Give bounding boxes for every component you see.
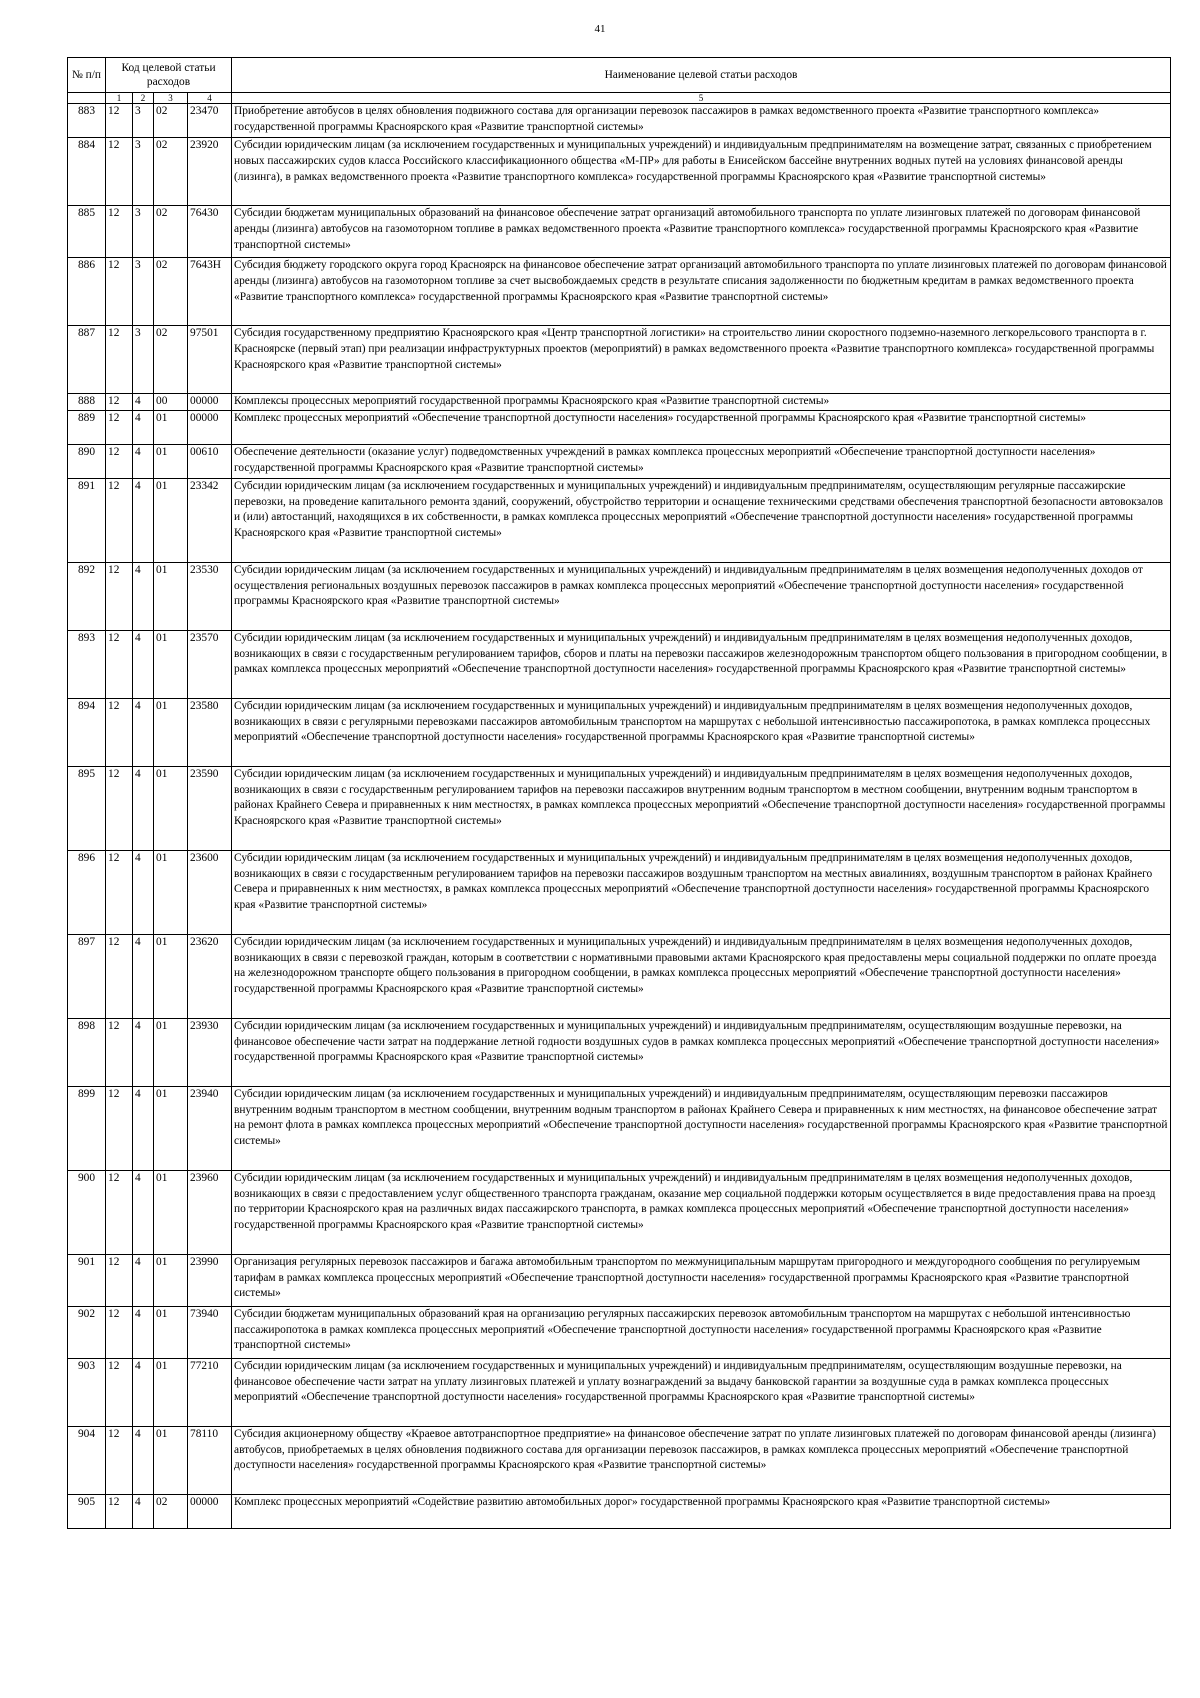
code-group: 01 <box>154 630 188 698</box>
row-number: 897 <box>68 934 106 1018</box>
code-program: 12 <box>106 444 133 478</box>
code-group: 01 <box>154 850 188 934</box>
code-direction: 23470 <box>188 104 232 138</box>
row-number: 894 <box>68 698 106 766</box>
code-direction: 7643Н <box>188 258 232 326</box>
code-group: 01 <box>154 444 188 478</box>
expense-name: Субсидия бюджету городского округа город Красноярск на финансовое обеспечение затрат организаций автомобильного транспорта по уплате лизинговых платежей по договорам финансовой аренды (лизинга) автобусов на газомоторном топливе за счет высвобождаемых средств в результате списания задолженности по бюджетным кредитам в рамках ведомственного проекта «Развитие транспортного комплекса» государственной программы Красноярского края «Развитие транспортной системы» <box>232 258 1171 326</box>
code-direction: 78110 <box>188 1426 232 1494</box>
table-row <box>68 1494 1171 1528</box>
header-num: № п/п <box>68 58 106 93</box>
code-group: 01 <box>154 698 188 766</box>
code-subprogram: 4 <box>133 1358 154 1426</box>
table-row <box>68 444 1171 478</box>
row-number: 891 <box>68 478 106 562</box>
row-number: 898 <box>68 1018 106 1086</box>
row-number: 885 <box>68 206 106 258</box>
expense-name: Субсидии юридическим лицам (за исключением государственных и муниципальных учреждений) и индивидуальным предпринимателям на возмещение затрат, связанных с приобретением новых пассажирских судов класса Российского классификационного общества «М-ПР» для работы в Енисейском бассейне внутренних водных путей на условиях финансовой аренды (лизинга), в рамках ведомственного проекта «Развитие транспортного комплекса» государственной программы Красноярского края «Развитие транспортной системы» <box>232 138 1171 206</box>
expense-name: Комплекс процессных мероприятий «Содействие развитию автомобильных дорог» государственной программы Красноярского края «Развитие транспортной системы» <box>232 1494 1171 1528</box>
code-program: 12 <box>106 1254 133 1306</box>
code-program: 12 <box>106 138 133 206</box>
row-number: 901 <box>68 1254 106 1306</box>
code-direction: 23920 <box>188 138 232 206</box>
row-number: 895 <box>68 766 106 850</box>
code-program: 12 <box>106 1306 133 1358</box>
code-group: 02 <box>154 138 188 206</box>
code-direction: 23940 <box>188 1086 232 1170</box>
code-direction: 23600 <box>188 850 232 934</box>
expense-name: Субсидии юридическим лицам (за исключением государственных и муниципальных учреждений) и индивидуальным предпринимателям в целях возмещения недополученных доходов, возникающих в связи с перевозкой граждан, которым в соответствии с нормативными правовыми актами Красноярского края предоставлены меры социальной поддержки по оплате проезда на железнодорожном транспорте общего пользования в пригородном сообщении, в рамках комплекса процессных мероприятий «Обеспечение транспортной доступности населения» государственной программы Красноярского края «Развитие транспортной системы» <box>232 934 1171 1018</box>
code-group: 01 <box>154 1018 188 1086</box>
row-number: 904 <box>68 1426 106 1494</box>
code-subprogram: 3 <box>133 104 154 138</box>
column-number: 2 <box>133 93 154 104</box>
code-direction: 23570 <box>188 630 232 698</box>
row-number: 903 <box>68 1358 106 1426</box>
code-group: 02 <box>154 326 188 394</box>
code-subprogram: 3 <box>133 206 154 258</box>
code-group: 01 <box>154 934 188 1018</box>
page-number: 41 <box>594 23 606 35</box>
column-number: 3 <box>154 93 188 104</box>
expense-name: Комплексы процессных мероприятий государственной программы Красноярского края «Развитие транспортной системы» <box>232 394 1171 411</box>
header-code: Код целевой статьи расходов <box>106 58 232 93</box>
code-direction: 97501 <box>188 326 232 394</box>
code-program: 12 <box>106 1494 133 1528</box>
expense-name: Субсидии юридическим лицам (за исключением государственных и муниципальных учреждений) и индивидуальным предпринимателям в целях возмещения недополученных доходов от осуществления региональных воздушных перевозок пассажиров в рамках комплекса процессных мероприятий «Обеспечение транспортной доступности населения» государственной программы Красноярского края «Развитие транспортной системы» <box>232 562 1171 630</box>
code-direction: 23530 <box>188 562 232 630</box>
row-number: 893 <box>68 630 106 698</box>
code-group: 01 <box>154 1170 188 1254</box>
code-group: 01 <box>154 478 188 562</box>
code-subprogram: 4 <box>133 698 154 766</box>
code-direction: 23990 <box>188 1254 232 1306</box>
code-program: 12 <box>106 410 133 444</box>
code-direction: 23930 <box>188 1018 232 1086</box>
expense-name: Субсидии юридическим лицам (за исключением государственных и муниципальных учреждений) и индивидуальным предпринимателям в целях возмещения недополученных доходов, возникающих в связи с государственным регулированием тарифов на перевозки пассажиров внутренним водным транспортом в местном сообщении, внутренним водным транспортом в районах Крайнего Севера и приравненных к ним местностях, в рамках комплекса процессных мероприятий «Обеспечение транспортной доступности населения» государственной программы Красноярского края «Развитие транспортной системы» <box>232 766 1171 850</box>
table-row <box>68 1426 1171 1494</box>
table-row <box>68 1170 1171 1254</box>
code-group: 02 <box>154 258 188 326</box>
table-row <box>68 394 1171 411</box>
expense-name: Комплекс процессных мероприятий «Обеспечение транспортной доступности населения» государственной программы Красноярского края «Развитие транспортной системы» <box>232 410 1171 444</box>
code-group: 02 <box>154 104 188 138</box>
code-subprogram: 4 <box>133 444 154 478</box>
code-group: 01 <box>154 766 188 850</box>
code-direction: 23590 <box>188 766 232 850</box>
expense-name: Субсидия государственному предприятию Красноярского края «Центр транспортной логистики» на строительство линии скоростного подземно-наземного легкорельсового транспорта в г. Красноярске (первый этап) при реализации инфраструктурных проектов (мероприятий) в рамках ведомственного проекта «Развитие транспортного комплекса» государственной программы Красноярского края «Развитие транспортной системы» <box>232 326 1171 394</box>
code-program: 12 <box>106 104 133 138</box>
header-name: Наименование целевой статьи расходов <box>232 58 1171 93</box>
code-program: 12 <box>106 394 133 411</box>
row-number: 890 <box>68 444 106 478</box>
table-row <box>68 410 1171 444</box>
code-group: 01 <box>154 562 188 630</box>
code-direction: 73940 <box>188 1306 232 1358</box>
code-program: 12 <box>106 934 133 1018</box>
table-row <box>68 258 1171 326</box>
code-subprogram: 3 <box>133 258 154 326</box>
expense-name: Субсидия акционерному обществу «Краевое автотранспортное предприятие» на финансовое обеспечение затрат по уплате лизинговых платежей по договорам финансовой аренды (лизинга) автобусов, приобретаемых в целях обновления подвижного состава для организации перевозок пассажиров, в рамках комплекса процессных мероприятий «Обеспечение транспортной доступности населения» государственной программы Красноярского края «Развитие транспортной системы» <box>232 1426 1171 1494</box>
table-row <box>68 562 1171 630</box>
code-subprogram: 4 <box>133 1170 154 1254</box>
row-number: 887 <box>68 326 106 394</box>
code-group: 00 <box>154 394 188 411</box>
row-number: 888 <box>68 394 106 411</box>
column-number: 5 <box>232 93 1171 104</box>
table-row <box>68 1254 1171 1306</box>
code-direction: 23960 <box>188 1170 232 1254</box>
code-program: 12 <box>106 698 133 766</box>
expense-name: Организация регулярных перевозок пассажиров и багажа автомобильным транспортом по межмуниципальным маршрутам пригородного и междугородного сообщения по регулируемым тарифам в рамках комплекса процессных мероприятий «Обеспечение транспортной доступности населения» государственной программы Красноярского края «Развитие транспортной системы» <box>232 1254 1171 1306</box>
code-subprogram: 4 <box>133 410 154 444</box>
code-subprogram: 4 <box>133 1306 154 1358</box>
code-group: 01 <box>154 1358 188 1426</box>
table-row <box>68 766 1171 850</box>
code-program: 12 <box>106 1170 133 1254</box>
table-row <box>68 104 1171 138</box>
code-program: 12 <box>106 1358 133 1426</box>
column-number-row <box>68 93 1171 104</box>
table-row <box>68 1306 1171 1358</box>
code-direction: 00610 <box>188 444 232 478</box>
expense-name: Субсидии юридическим лицам (за исключением государственных и муниципальных учреждений) и индивидуальным предпринимателям в целях возмещения недополученных доходов, возникающих в связи с предоставлением услуг общественного транспорта гражданам, оказание мер социальной поддержки которым осуществляется в виде предоставления права на проезд по территории Красноярского края на различных видах пассажирского транспорта, в рамках комплекса процессных мероприятий «Обеспечение транспортной доступности населения» государственной программы Красноярского края «Развитие транспортной системы» <box>232 1170 1171 1254</box>
table-row <box>68 138 1171 206</box>
column-number: 4 <box>188 93 232 104</box>
code-subprogram: 3 <box>133 326 154 394</box>
code-direction: 00000 <box>188 1494 232 1528</box>
code-program: 12 <box>106 258 133 326</box>
code-subprogram: 4 <box>133 1494 154 1528</box>
code-group: 01 <box>154 410 188 444</box>
code-subprogram: 3 <box>133 138 154 206</box>
code-subprogram: 4 <box>133 630 154 698</box>
expense-name: Субсидии юридическим лицам (за исключением государственных и муниципальных учреждений) и индивидуальным предпринимателям, осуществляющим воздушные перевозки, на финансовое обеспечение части затрат на уплату лизинговых платежей и уплату вознаграждений за выдачу банковской гарантии за воздушные суда в рамках комплекса процессных мероприятий «Обеспечение транспортной доступности населения» государственной программы Красноярского края «Развитие транспортной системы» <box>232 1358 1171 1426</box>
code-subprogram: 4 <box>133 478 154 562</box>
table-row <box>68 850 1171 934</box>
table-row <box>68 1018 1171 1086</box>
code-group: 02 <box>154 1494 188 1528</box>
code-group: 01 <box>154 1086 188 1170</box>
table-row <box>68 1086 1171 1170</box>
code-subprogram: 4 <box>133 394 154 411</box>
expense-name: Субсидии юридическим лицам (за исключением государственных и муниципальных учреждений) и индивидуальным предпринимателям в целях возмещения недополученных доходов, возникающих в связи с государственным регулированием тарифов, сборов и платы на перевозки пассажиров железнодорожным транспортом общего пользования в пригородном сообщении, в рамках комплекса процессных мероприятий «Обеспечение транспортной доступности населения» государственной программы Красноярского края «Развитие транспортной системы» <box>232 630 1171 698</box>
expense-name: Субсидии юридическим лицам (за исключением государственных и муниципальных учреждений) и индивидуальным предпринимателям в целях возмещения недополученных доходов, возникающих в связи с государственным регулированием тарифов на перевозки пассажиров воздушным транспортом на местных авиалиниях, воздушным транспортом в районах Крайнего Севера и приравненных к ним местностях, в рамках комплекса процессных мероприятий «Обеспечение транспортной доступности населения» государственной программы Красноярского края «Развитие транспортной системы» <box>232 850 1171 934</box>
code-subprogram: 4 <box>133 1018 154 1086</box>
row-number: 883 <box>68 104 106 138</box>
expense-name: Приобретение автобусов в целях обновления подвижного состава для организации перевозок пассажиров в рамках ведомственного проекта «Развитие транспортного комплекса» государственной программы Красноярского края «Развитие транспортной системы» <box>232 104 1171 138</box>
expense-name: Субсидии бюджетам муниципальных образований края на организацию регулярных пассажирских перевозок автомобильным транспортом на маршрутах с небольшой интенсивностью пассажиропотока в рамках комплекса процессных мероприятий «Обеспечение транспортной доступности населения» государственной программы Красноярского края «Развитие транспортной системы» <box>232 1306 1171 1358</box>
expense-name: Субсидии юридическим лицам (за исключением государственных и муниципальных учреждений) и индивидуальным предпринимателям в целях возмещения недополученных доходов, возникающих в связи с регулярными перевозками пассажиров автомобильным транспортом на маршрутах с небольшой интенсивностью пассажиропотока, в рамках комплекса процессных мероприятий «Обеспечение транспортной доступности населения» государственной программы Красноярского края «Развитие транспортной системы» <box>232 698 1171 766</box>
code-program: 12 <box>106 562 133 630</box>
code-subprogram: 4 <box>133 1086 154 1170</box>
code-direction: 23580 <box>188 698 232 766</box>
code-subprogram: 4 <box>133 766 154 850</box>
code-program: 12 <box>106 478 133 562</box>
expense-name: Субсидии юридическим лицам (за исключением государственных и муниципальных учреждений) и индивидуальным предпринимателям, осуществляющим регулярные пассажирские перевозки, на проведение капитального ремонта зданий, сооружений, обустройство территории и оснащение техническими средствами обеспечения транспортной безопасности автовокзалов и (или) автостанций, находящихся в их собственности, в рамках комплекса процессных мероприятий «Обеспечение транспортной доступности населения» государственной программы Красноярского края «Развитие транспортной системы» <box>232 478 1171 562</box>
row-number: 900 <box>68 1170 106 1254</box>
code-subprogram: 4 <box>133 562 154 630</box>
table-row <box>68 630 1171 698</box>
code-program: 12 <box>106 630 133 698</box>
code-group: 01 <box>154 1306 188 1358</box>
expense-name: Субсидии бюджетам муниципальных образований на финансовое обеспечение затрат организаций автомобильного транспорта по уплате лизинговых платежей по договорам финансовой аренды (лизинга) автобусов на газомоторном топливе в рамках ведомственного проекта «Развитие транспортного комплекса» государственной программы Красноярского края «Развитие транспортной системы» <box>232 206 1171 258</box>
budget-table <box>67 57 1171 1529</box>
code-group: 01 <box>154 1426 188 1494</box>
code-program: 12 <box>106 850 133 934</box>
row-number: 886 <box>68 258 106 326</box>
row-number: 884 <box>68 138 106 206</box>
code-direction: 23620 <box>188 934 232 1018</box>
column-number: 1 <box>106 93 133 104</box>
table-row <box>68 478 1171 562</box>
table-row <box>68 934 1171 1018</box>
code-direction: 00000 <box>188 394 232 411</box>
code-subprogram: 4 <box>133 1426 154 1494</box>
code-subprogram: 4 <box>133 850 154 934</box>
code-program: 12 <box>106 1086 133 1170</box>
code-group: 02 <box>154 206 188 258</box>
row-number: 902 <box>68 1306 106 1358</box>
row-number: 892 <box>68 562 106 630</box>
column-number-blank <box>68 93 106 104</box>
code-subprogram: 4 <box>133 934 154 1018</box>
table-body <box>68 104 1171 1529</box>
code-direction: 76430 <box>188 206 232 258</box>
code-direction: 23342 <box>188 478 232 562</box>
code-program: 12 <box>106 206 133 258</box>
code-program: 12 <box>106 326 133 394</box>
expense-name: Обеспечение деятельности (оказание услуг) подведомственных учреждений в рамках комплекса процессных мероприятий «Обеспечение транспортной доступности населения» государственной программы Красноярского края «Развитие транспортной системы» <box>232 444 1171 478</box>
code-group: 01 <box>154 1254 188 1306</box>
row-number: 905 <box>68 1494 106 1528</box>
table-row <box>68 326 1171 394</box>
row-number: 896 <box>68 850 106 934</box>
code-program: 12 <box>106 1426 133 1494</box>
table-row <box>68 698 1171 766</box>
code-direction: 77210 <box>188 1358 232 1426</box>
table-row <box>68 206 1171 258</box>
header-row <box>68 58 1171 93</box>
row-number: 889 <box>68 410 106 444</box>
code-program: 12 <box>106 766 133 850</box>
expense-name: Субсидии юридическим лицам (за исключением государственных и муниципальных учреждений) и индивидуальным предпринимателям, осуществляющим перевозки пассажиров внутренним водным транспортом в местном сообщении, внутренним водным транспортом в районах Крайнего Севера и приравненных к ним местностях, на финансовое обеспечение затрат на ремонт флота в рамках комплекса процессных мероприятий «Обеспечение транспортной доступности населения» государственной программы Красноярского края «Развитие транспортной системы» <box>232 1086 1171 1170</box>
expense-name: Субсидии юридическим лицам (за исключением государственных и муниципальных учреждений) и индивидуальным предпринимателям, осуществляющим воздушные перевозки, на финансовое обеспечение части затрат на поддержание летной годности воздушных судов в рамках комплекса процессных мероприятий «Обеспечение транспортной доступности населения» государственной программы Красноярского края «Развитие транспортной системы» <box>232 1018 1171 1086</box>
table-row <box>68 1358 1171 1426</box>
code-direction: 00000 <box>188 410 232 444</box>
row-number: 899 <box>68 1086 106 1170</box>
code-program: 12 <box>106 1018 133 1086</box>
code-subprogram: 4 <box>133 1254 154 1306</box>
